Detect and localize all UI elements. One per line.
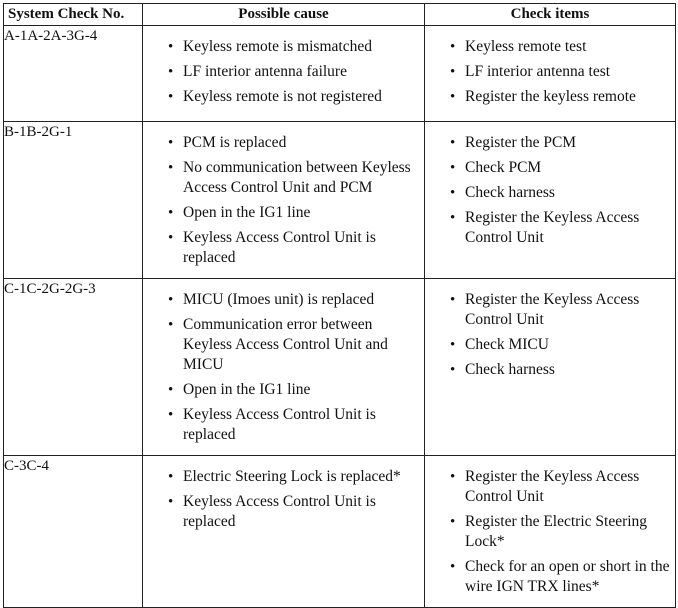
check-item: • Register the keyless remote (465, 87, 671, 107)
check-item: • Check harness (465, 183, 671, 203)
cause-item: • Open in the IG1 line (183, 380, 420, 400)
cause-list (143, 456, 424, 532)
system-check-number: A-1A-2A-3G-4 (4, 26, 143, 122)
check-items-cell (425, 122, 676, 279)
check-list (425, 26, 675, 107)
check-item: • LF interior antenna test (465, 62, 671, 82)
possible-cause-cell (143, 456, 425, 608)
header-check-items: Check items (425, 4, 676, 26)
cause-item: • Open in the IG1 line (183, 203, 420, 223)
cause-item: • No communication between Keyless Access Control Unit and PCM (183, 158, 420, 198)
cause-list (143, 26, 424, 107)
cause-item: • Keyless Access Control Unit is replaced (183, 405, 420, 445)
check-list (425, 279, 675, 380)
system-check-number: C-3C-4 (4, 456, 143, 608)
check-list (425, 122, 675, 248)
cause-item: • Keyless Access Control Unit is replaced (183, 228, 420, 268)
check-item: • Register the Keyless Access Control Unit (465, 467, 671, 507)
possible-cause-cell (143, 279, 425, 456)
check-item: • Check PCM (465, 158, 671, 178)
table-row (4, 26, 676, 122)
header-system-check-no: System Check No. (4, 4, 143, 26)
check-item: • Keyless remote test (465, 37, 671, 57)
cause-item: • PCM is replaced (183, 133, 420, 153)
cause-list (143, 122, 424, 268)
table-row (4, 122, 676, 279)
check-items-cell (425, 26, 676, 122)
possible-cause-cell (143, 122, 425, 279)
check-items-cell (425, 456, 676, 608)
check-item: • Check MICU (465, 335, 671, 355)
cause-item: • Keyless remote is mismatched (183, 37, 420, 57)
cause-item: • Keyless Access Control Unit is replaced (183, 492, 420, 532)
system-check-number: C-1C-2G-2G-3 (4, 279, 143, 456)
cause-list (143, 279, 424, 445)
possible-cause-cell (143, 26, 425, 122)
check-item: • Register the PCM (465, 133, 671, 153)
cause-item: • Keyless remote is not registered (183, 87, 420, 107)
check-items-cell (425, 279, 676, 456)
table-row (4, 279, 676, 456)
check-item: • Register the Keyless Access Control Unit (465, 208, 671, 248)
check-item: • Check for an open or short in the wire IGN TRX lines* (465, 557, 671, 597)
cause-item: • Communication error between Keyless Access Control Unit and MICU (183, 315, 420, 375)
check-item: • Check harness (465, 360, 671, 380)
cause-item: • MICU (Imoes unit) is replaced (183, 290, 420, 310)
check-list (425, 456, 675, 597)
header-row (4, 4, 676, 26)
system-check-number: B-1B-2G-1 (4, 122, 143, 279)
cause-item: • Electric Steering Lock is replaced* (183, 467, 420, 487)
cause-item: • LF interior antenna failure (183, 62, 420, 82)
diagnostic-table (3, 3, 676, 608)
check-item: • Register the Keyless Access Control Unit (465, 290, 671, 330)
check-item: • Register the Electric Steering Lock* (465, 512, 671, 552)
table-row (4, 456, 676, 608)
header-possible-cause: Possible cause (143, 4, 425, 26)
